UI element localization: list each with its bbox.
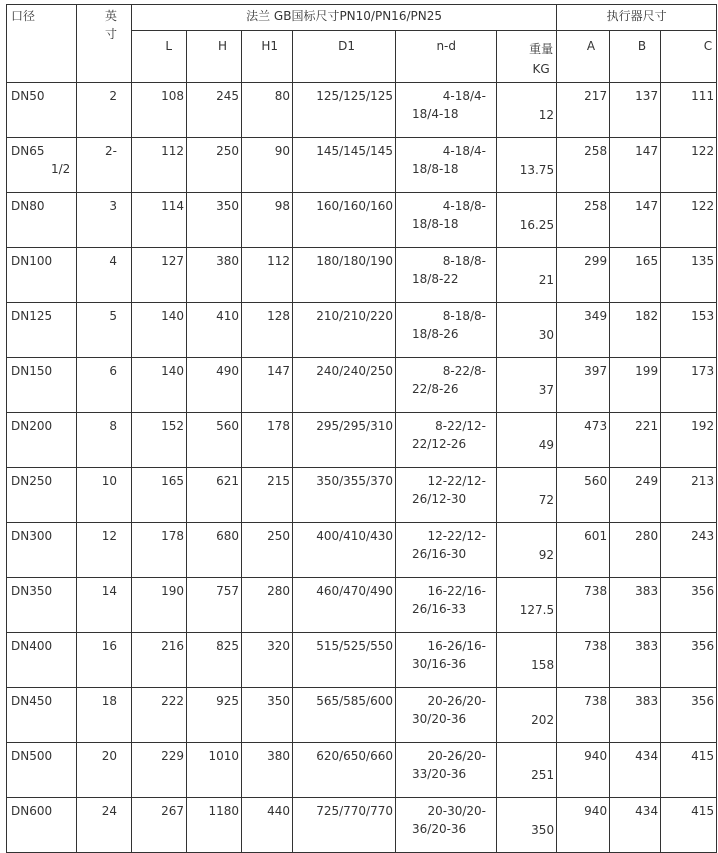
- cell-h: 245: [187, 83, 242, 138]
- cell-l: 127: [132, 248, 187, 303]
- cell-l: 190: [132, 578, 187, 633]
- cell-nd: 4-18/4- 18/8-18: [396, 138, 497, 193]
- cell-b: 383: [610, 578, 661, 633]
- cell-a: 601: [557, 523, 610, 578]
- header-inch-label: 英寸: [105, 9, 118, 41]
- cell-d1: 620/650/660: [293, 743, 396, 798]
- cell-c: 243: [661, 523, 717, 578]
- cell-a: 473: [557, 413, 610, 468]
- cell-h1: 80: [242, 83, 293, 138]
- cell-l: 267: [132, 798, 187, 853]
- cell-c: 213: [661, 468, 717, 523]
- header-flange-group: 法兰 GB国标尺寸PN10/PN16/PN25: [132, 5, 557, 31]
- cell-weight: 49: [497, 413, 557, 468]
- cell-a: 258: [557, 193, 610, 248]
- cell-h: 1180: [187, 798, 242, 853]
- cell-h1: 128: [242, 303, 293, 358]
- cell-l: 222: [132, 688, 187, 743]
- cell-dn: DN400: [7, 633, 77, 688]
- cell-d1: 295/295/310: [293, 413, 396, 468]
- table-row: [7, 633, 717, 688]
- cell-dn: DN125: [7, 303, 77, 358]
- table-row: [7, 688, 717, 743]
- cell-inch: 2: [77, 83, 132, 138]
- cell-dn: DN300: [7, 523, 77, 578]
- cell-h1: 90: [242, 138, 293, 193]
- cell-weight: 37: [497, 358, 557, 413]
- cell-weight: 72: [497, 468, 557, 523]
- cell-d1: 240/240/250: [293, 358, 396, 413]
- cell-a: 349: [557, 303, 610, 358]
- table-row: [7, 358, 717, 413]
- table-row: [7, 413, 717, 468]
- cell-inch: 6: [77, 358, 132, 413]
- cell-h: 490: [187, 358, 242, 413]
- cell-b: 147: [610, 193, 661, 248]
- cell-a: 397: [557, 358, 610, 413]
- cell-h: 410: [187, 303, 242, 358]
- cell-l: 152: [132, 413, 187, 468]
- cell-nd: 8-18/8- 18/8-22: [396, 248, 497, 303]
- cell-inch: 10: [77, 468, 132, 523]
- cell-l: 140: [132, 358, 187, 413]
- table-row: [7, 578, 717, 633]
- cell-h: 250: [187, 138, 242, 193]
- cell-nd: 8-22/12- 22/12-26: [396, 413, 497, 468]
- cell-dn: DN65: [7, 138, 77, 193]
- cell-nd: 16-22/16- 26/16-33: [396, 578, 497, 633]
- cell-h1: 320: [242, 633, 293, 688]
- cell-inch: 8: [77, 413, 132, 468]
- cell-l: 216: [132, 633, 187, 688]
- cell-h1: 280: [242, 578, 293, 633]
- cell-dn: DN500: [7, 743, 77, 798]
- cell-d1: 125/125/125: [293, 83, 396, 138]
- cell-b: 249: [610, 468, 661, 523]
- cell-dn: DN200: [7, 413, 77, 468]
- header-inch: [77, 5, 132, 83]
- cell-h: 1010: [187, 743, 242, 798]
- cell-a: 560: [557, 468, 610, 523]
- cell-h1: 215: [242, 468, 293, 523]
- table-row: [7, 138, 717, 193]
- cell-c: 122: [661, 193, 717, 248]
- cell-h: 757: [187, 578, 242, 633]
- cell-a: 217: [557, 83, 610, 138]
- cell-nd: 12-22/12- 26/12-30: [396, 468, 497, 523]
- cell-nd: 12-22/12- 26/16-30: [396, 523, 497, 578]
- header-col-a: A: [557, 31, 610, 83]
- cell-c: 111: [661, 83, 717, 138]
- cell-c: 356: [661, 633, 717, 688]
- cell-c: 135: [661, 248, 717, 303]
- cell-d1: 515/525/550: [293, 633, 396, 688]
- cell-b: 147: [610, 138, 661, 193]
- cell-c: 192: [661, 413, 717, 468]
- table-row: [7, 248, 717, 303]
- cell-nd: 8-22/8- 22/8-26: [396, 358, 497, 413]
- table-row: [7, 798, 717, 853]
- cell-c: 415: [661, 798, 717, 853]
- cell-h: 680: [187, 523, 242, 578]
- cell-b: 137: [610, 83, 661, 138]
- cell-h1: 112: [242, 248, 293, 303]
- cell-d1: 210/210/220: [293, 303, 396, 358]
- table-row: [7, 193, 717, 248]
- cell-inch: 18: [77, 688, 132, 743]
- header-dn: 口径: [7, 5, 77, 83]
- cell-weight: 30: [497, 303, 557, 358]
- cell-l: 112: [132, 138, 187, 193]
- cell-a: 940: [557, 798, 610, 853]
- cell-dn: DN100: [7, 248, 77, 303]
- cell-l: 229: [132, 743, 187, 798]
- cell-a: 299: [557, 248, 610, 303]
- cell-b: 280: [610, 523, 661, 578]
- table-row: [7, 303, 717, 358]
- table-header: [7, 5, 717, 83]
- header-col-h: H: [187, 31, 242, 83]
- cell-b: 383: [610, 633, 661, 688]
- cell-weight: 21: [497, 248, 557, 303]
- cell-a: 258: [557, 138, 610, 193]
- cell-dn: DN50: [7, 83, 77, 138]
- cell-weight: 13.75: [497, 138, 557, 193]
- cell-nd: 4-18/4- 18/4-18: [396, 83, 497, 138]
- cell-inch: 2- 1/2: [77, 138, 132, 193]
- table-body: [7, 83, 717, 853]
- header-col-nd: n-d: [396, 31, 497, 83]
- cell-c: 153: [661, 303, 717, 358]
- cell-h: 621: [187, 468, 242, 523]
- cell-inch: 3: [77, 193, 132, 248]
- cell-h1: 98: [242, 193, 293, 248]
- cell-c: 415: [661, 743, 717, 798]
- cell-d1: 400/410/430: [293, 523, 396, 578]
- cell-h1: 380: [242, 743, 293, 798]
- header-col-d1: D1: [293, 31, 396, 83]
- cell-dn: DN150: [7, 358, 77, 413]
- cell-b: 199: [610, 358, 661, 413]
- cell-c: 122: [661, 138, 717, 193]
- cell-nd: 20-26/20- 33/20-36: [396, 743, 497, 798]
- cell-l: 114: [132, 193, 187, 248]
- header-col-c: C: [661, 31, 717, 83]
- cell-inch: 4: [77, 248, 132, 303]
- cell-weight: 158: [497, 633, 557, 688]
- cell-h1: 147: [242, 358, 293, 413]
- cell-weight: 127.5: [497, 578, 557, 633]
- cell-h: 925: [187, 688, 242, 743]
- cell-weight: 92: [497, 523, 557, 578]
- cell-c: 356: [661, 688, 717, 743]
- header-actuator-group: 执行器尺寸: [557, 5, 717, 31]
- cell-nd: 8-18/8- 18/8-26: [396, 303, 497, 358]
- cell-b: 434: [610, 743, 661, 798]
- cell-d1: 350/355/370: [293, 468, 396, 523]
- cell-nd: 16-26/16- 30/16-36: [396, 633, 497, 688]
- table-row: [7, 523, 717, 578]
- cell-c: 356: [661, 578, 717, 633]
- cell-b: 165: [610, 248, 661, 303]
- cell-inch: 20: [77, 743, 132, 798]
- valve-dimension-table: [6, 4, 717, 853]
- cell-l: 165: [132, 468, 187, 523]
- cell-d1: 160/160/160: [293, 193, 396, 248]
- cell-a: 738: [557, 688, 610, 743]
- cell-nd: 20-30/20- 36/20-36: [396, 798, 497, 853]
- cell-dn: DN250: [7, 468, 77, 523]
- cell-h1: 350: [242, 688, 293, 743]
- header-col-l: L: [132, 31, 187, 83]
- cell-dn: DN80: [7, 193, 77, 248]
- header-col-h1: H1: [242, 31, 293, 83]
- cell-nd: 4-18/8- 18/8-18: [396, 193, 497, 248]
- cell-h: 380: [187, 248, 242, 303]
- cell-inch: 12: [77, 523, 132, 578]
- cell-h1: 250: [242, 523, 293, 578]
- cell-h1: 178: [242, 413, 293, 468]
- cell-b: 434: [610, 798, 661, 853]
- cell-c: 173: [661, 358, 717, 413]
- cell-inch: 5: [77, 303, 132, 358]
- cell-b: 182: [610, 303, 661, 358]
- cell-weight: 16.25: [497, 193, 557, 248]
- cell-b: 221: [610, 413, 661, 468]
- cell-d1: 725/770/770: [293, 798, 396, 853]
- cell-weight: 12: [497, 83, 557, 138]
- cell-h: 350: [187, 193, 242, 248]
- cell-dn: DN450: [7, 688, 77, 743]
- cell-inch: 16: [77, 633, 132, 688]
- cell-l: 140: [132, 303, 187, 358]
- cell-dn: DN350: [7, 578, 77, 633]
- cell-weight: 350: [497, 798, 557, 853]
- cell-h: 825: [187, 633, 242, 688]
- cell-weight: 202: [497, 688, 557, 743]
- cell-a: 738: [557, 578, 610, 633]
- cell-a: 738: [557, 633, 610, 688]
- cell-d1: 180/180/190: [293, 248, 396, 303]
- cell-d1: 565/585/600: [293, 688, 396, 743]
- cell-dn: DN600: [7, 798, 77, 853]
- cell-h1: 440: [242, 798, 293, 853]
- cell-weight: 251: [497, 743, 557, 798]
- cell-h: 560: [187, 413, 242, 468]
- cell-inch: 24: [77, 798, 132, 853]
- cell-d1: 145/145/145: [293, 138, 396, 193]
- cell-inch: 14: [77, 578, 132, 633]
- header-col-b: B: [610, 31, 661, 83]
- cell-b: 383: [610, 688, 661, 743]
- cell-nd: 20-26/20- 30/20-36: [396, 688, 497, 743]
- cell-a: 940: [557, 743, 610, 798]
- header-col-weight: 重量KG: [497, 31, 557, 83]
- table-row: [7, 743, 717, 798]
- table-row: [7, 83, 717, 138]
- cell-d1: 460/470/490: [293, 578, 396, 633]
- cell-l: 108: [132, 83, 187, 138]
- cell-l: 178: [132, 523, 187, 578]
- table-row: [7, 468, 717, 523]
